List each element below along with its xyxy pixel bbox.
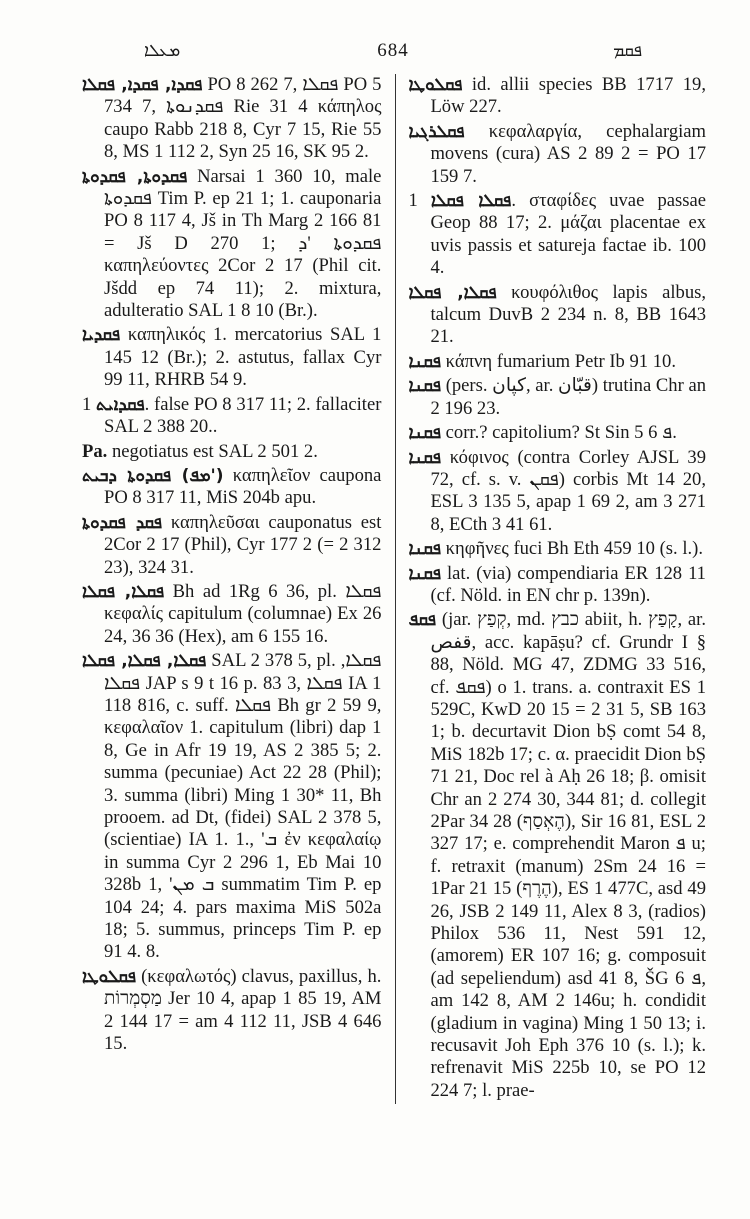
dictionary-entry <box>82 966 381 1056</box>
entry-text: negotiatus est SAL 2 501 2. <box>111 440 318 462</box>
dictionary-entry <box>408 351 706 373</box>
syriac-headword: ܦܩܢܐ <box>408 447 442 468</box>
syriac-headword: ܦܩܕ ܦܩܕܘܬܐ <box>82 512 163 533</box>
syriac-headword: ܦܩܕܝܐ <box>82 325 121 346</box>
entry-text: κουφόλιθος lapis albus, talcum DuvB 2 234 n. 8, BB 1643 21. <box>430 281 706 348</box>
dictionary-entry <box>408 282 706 349</box>
entry-text: (pers. كپان, ar. قبّان) trutina Chr an 2 196 23. <box>430 375 706 419</box>
dictionary-entry <box>408 447 706 537</box>
right-column <box>396 74 706 1104</box>
running-head <box>40 40 706 70</box>
syriac-headword: ܦܩܢܐ <box>408 423 442 444</box>
running-head-right-word: ܦܩܡ <box>613 41 642 61</box>
entry-text: κόφινος (contra Corley AJSL 39 72, cf. s. v. ܦܩܢ) corbis Mt 14 20, ESL 3 135 5, apap 1 69 2, am 3 271 8, ECth 3 41 61. <box>430 446 706 535</box>
dictionary-entry <box>408 190 706 280</box>
dictionary-entry <box>82 324 381 391</box>
syriac-headword: ܦܩܢܐ <box>408 351 442 372</box>
dictionary-entry <box>408 422 706 444</box>
dictionary-entry <box>82 512 381 579</box>
syriac-headword: ܦܩܦ <box>408 610 437 631</box>
syriac-headword: ܦܩܕܘܬܐ, ܦܩܕܘܬܐ <box>82 166 188 187</box>
syriac-headword: ܦܩܢܐ <box>408 539 442 560</box>
entry-text: καπηλικός 1. mercatorius SAL 1 145 12 (Br.); 2. astutus, fallax Cyr 99 11, RHRB 54 9. <box>104 324 382 391</box>
page-number: 684 <box>377 40 409 61</box>
dictionary-entry <box>82 650 381 964</box>
entry-text: Narsai 1 360 10, male ܦܩܕܘܬܐ Tim P. ep 21 1; 1. cauponaria PO 8 117 4, Jš in Th Marg 2 166 81 = Jš D 270 1; ܦܩܕܘܬܐ 'ܕ καπηλεύοντες 2Cor 2 17 (Phil cit. Jšdd ep 74 11); 2. mixtura, adulteratio SAL 1 8 10 (Br.). <box>104 165 382 322</box>
entry-text: (jar. קְפַץ, md. כבץ abiit, h. קָפַץ, ar. قفص, acc. kapāṣu? cf. Grundr I § 88, Nöld. MG 47, ZDMG 33 516, cf. ܦܩܦ) o 1. trans. a. contraxit ES 1 529C, KwD 20 15 = 2 31 5, SB 163 1; b. decurtavit Dion bṢ comt 54 8, MiS 182b 17; c. α. praecidit Dion bṢ 71 21, Doc rel à Aḥ 26 18; β. omisit Chr an 2 274 30, 344 81; d. collegit 2Par 34 28 (הֶאְסַף), Sir 16 81, ESL 2 327 17; e. comprehendit Maron ܦ u; f. retraxit (manum) 2Sm 24 16 = 1Par 21 15 (הֶרֶף), ES 1 477C, asd 49 26, JSB 2 149 11, Alex 8 3, (radios) Philox 536 11, Nest 591 12, (amorem) ER 107 16; g. composuit (ad sepeliendum) asd 41 8, ŠG ܦ 6, am 142 8, AM 2 146u; h. condidit (gladium in vagina) Ming 1 50 13; i. recusavit Joh Eph 376 10 (s. l.); k. refrenavit MiS 225b 10, se PO 12 224 7; l. prae- <box>430 609 707 1101</box>
entry-text: κάπνη fumarium Petr Ib 91 10. <box>445 350 676 372</box>
dictionary-entry <box>82 465 381 510</box>
syriac-headword: ܦܩܠܘܛܐ <box>408 75 463 95</box>
dictionary-entry <box>408 121 706 188</box>
entry-text: Bh ad 1Rg 6 36, pl. ܦܩܠܐ κεφαλίς capitulum (columnae) Ex 26 24, 36 36 (Hex), am 6 155 16. <box>104 580 382 647</box>
syriac-headword: ܦܩܠܘܛܐ <box>82 966 136 987</box>
syriac-headword: ܦܩܕܐ, ܦܩܕܐ, ܦܩܠܐ <box>82 75 203 95</box>
entry-text: corr.? capitolium? St Sin 5 ܦ 6. <box>445 422 677 444</box>
entry-text: 1. σταφίδες uvae passae Geop 88 17; 2. μάζαι placentae ex uvis passis et satureja factae ib. 100 4. <box>408 190 707 279</box>
dictionary-entry <box>82 166 381 323</box>
dictionary-entry <box>408 538 706 560</box>
entry-text: SAL 2 378 5, pl. ܦܩܠܐ, ܦܩܠܐ JAP s 9 t 16 p. 83 3, ܦܩܠܐ IA 1 118 816, c. suff. ܦܩܠܐ Bh gr 2 59 9, κεφαλαῖον 1. capitulum (libri) dap 1 8, Ge in Afr 19 19, AS 2 385 5; 2. summa (pecuniae) Act 22 28 (Phil); 3. summa (libri) Ming 1 30* 11, Bh prooem. ad Dt, (fidei) SAL 2 378 5, (scientiae) IA 1. 1., 'ܒ ἐν κεφαλαίῳ in summa Cyr 2 296 1, Eb Mai 10 328b 1, 'ܒ ܡܢ summatim Tim P. ep 104 24; 4. pars maxima MiS 502a 18; 5. summus, princeps Tim P. ep 91 4. 8. <box>104 650 382 963</box>
syriac-headword: ܦܩܠܐ, ܦܩܠܐ <box>408 282 497 303</box>
entry-text: κηφῆνες fuci Bh Eth 459 10 (s. l.). <box>445 538 703 560</box>
dictionary-entry <box>82 441 381 463</box>
entry-text: καπηλεῖον caupona PO 8 317 11, MiS 204b apu. <box>104 464 382 509</box>
entry-text: PO 8 262 7, ܦܩܠܐ PO 5 734 7, ܦܩܕܢܘܬܐ Rie 31 4 κάπηλος caupo Rabb 218 8, Cyr 7 15, Rie 55 8, MS 1 112 2, Syn 25 16, SK 95 2. <box>104 74 382 163</box>
syriac-headword: ܦܩܠܐ, ܦܩܠܐ, ܦܩܠܐ <box>82 651 207 672</box>
dictionary-entry <box>408 74 706 119</box>
entry-text: id. allii species BB 1717 19, Löw 227. <box>430 74 706 118</box>
entry-text: καπηλεῦσαι cauponatus est 2Cor 2 17 (Phil), Cyr 177 2 (= 2 312 23), 324 31. <box>104 511 382 578</box>
entry-text: κεφαλαργία, cephalargiam movens (cura) AS 2 89 2 = PO 17 159 7. <box>430 120 706 187</box>
left-column <box>82 74 396 1104</box>
dictionary-entry <box>82 581 381 648</box>
syriac-headword: ܦܩܢܐ <box>408 376 442 397</box>
syriac-headword: ܦܩܠܐ, ܦܩܠܐ <box>82 581 165 602</box>
dictionary-entry <box>82 394 381 439</box>
syriac-headword: ܦܩܠܪܓܝܐ <box>408 121 465 142</box>
dictionary-entry <box>82 74 381 164</box>
stem-label: Pa. <box>82 440 108 462</box>
two-column-body <box>40 74 706 1104</box>
syriac-headword: ܦܩܢܐ <box>408 563 442 584</box>
running-head-left-word: ܡܥܠܐ <box>144 41 181 61</box>
syriac-headword: ܦܩܠܐ ܦܩܠܐ <box>430 191 512 212</box>
entry-text: (κεφαλωτός) clavus, paxillus, h. מַסְמְרוֹת Jer 10 4, apap 1 85 19, AM 2 144 17 = am 4 112 11, JSB 4 646 15. <box>104 965 382 1055</box>
dictionary-entry <box>408 563 706 608</box>
entry-text: 1. false PO 8 317 11; 2. fallaciter SAL 2 388 20.. <box>82 393 382 438</box>
dictionary-entry <box>408 609 706 1102</box>
syriac-headword: ܦܩܕܐܝܬ <box>96 394 145 415</box>
entry-text: lat. (via) compendiaria ER 128 11 (cf. Nöld. in EN chr p. 139n). <box>430 562 706 606</box>
dictionary-entry <box>408 375 706 420</box>
syriac-headword: ('ܡܦ) ܦܩܕܘܬܐ ܕܒܝܬ <box>82 465 224 486</box>
